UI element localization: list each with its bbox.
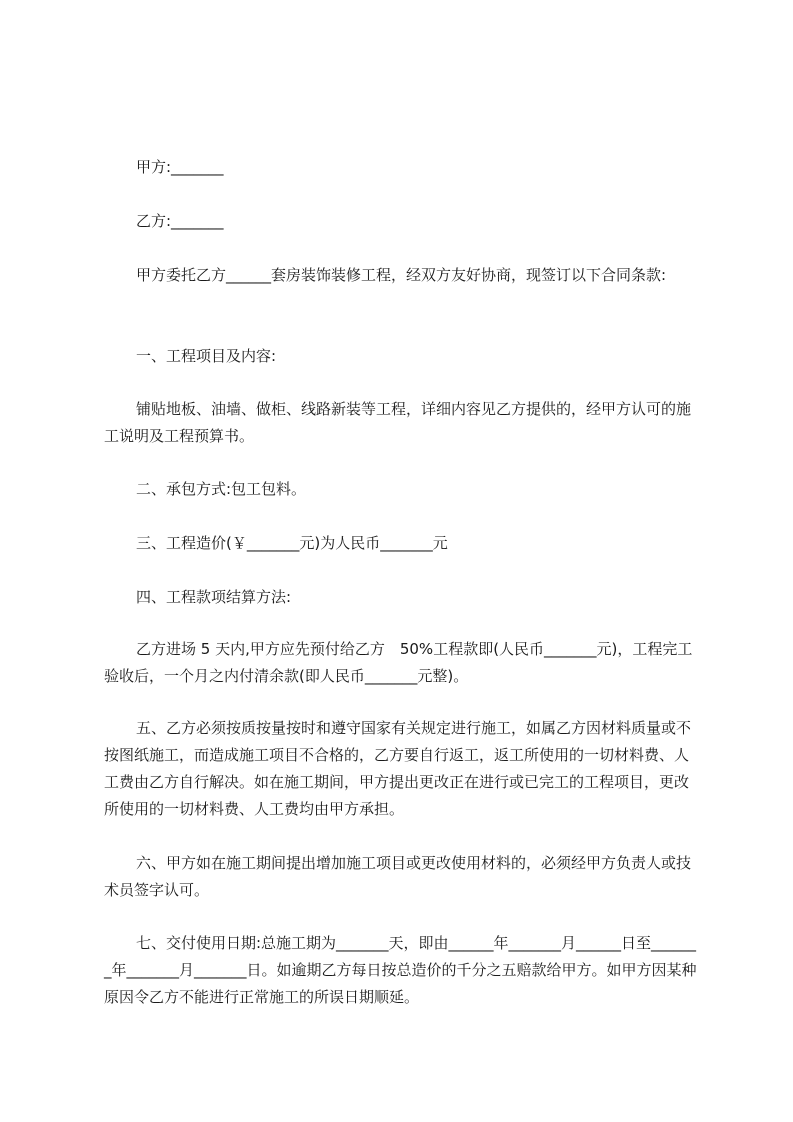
party-a-line: 甲方:_______: [136, 158, 224, 176]
section-4-title: 四、工程款项结算方法:: [136, 588, 292, 606]
party-b-line: 乙方:_______: [136, 212, 224, 230]
section-1-body: 铺贴地板、油墙、做柜、线路新装等工程，详细内容见乙方提供的，经甲方认可的施工说明及工程预算书。: [104, 400, 692, 445]
section-4-body: 乙方进场 5 天内,甲方应先预付给乙方 50%工程款即(人民币_______元)，工程完工验收后，一个月之内付清余款(即人民币_______元整)。: [104, 640, 693, 685]
section-1-title: 一、工程项目及内容:: [136, 347, 277, 365]
section-6-changes: 六、甲方如在施工期间提出增加施工项目或更改使用材料的，必须经甲方负责人或技术员签字认可。: [104, 854, 692, 899]
section-5-quality: 五、乙方必须按质按量按时和遵守国家有关规定进行施工，如属乙方因材料质量或不按图纸施工，而造成施工项目不合格的，乙方要自行返工，返工所使用的一切材料费、人工费由乙方自行解决。如在施工期间，甲方提出更改正在进行或已完工的工程项目，更改所使用的一切材料费、人工费均由甲方承担。: [104, 719, 692, 818]
section-7-delivery-date: 七、交付使用日期:总施工期为_______天，即由______年_______月______日至_______年_______月_______日。如逾期乙方每日按总造价的千分之五赔款给甲方。如甲方因某种原因令乙方不能进行正常施工的所误日期顺延。: [104, 934, 697, 1006]
section-2-contract-type: 二、承包方式:包工包料。: [136, 480, 307, 498]
section-3-cost: 三、工程造价(￥_______元)为人民币_______元: [136, 534, 448, 552]
contract-intro: 甲方委托乙方______套房装饰装修工程，经双方友好协商，现签订以下合同条款:: [136, 266, 667, 284]
